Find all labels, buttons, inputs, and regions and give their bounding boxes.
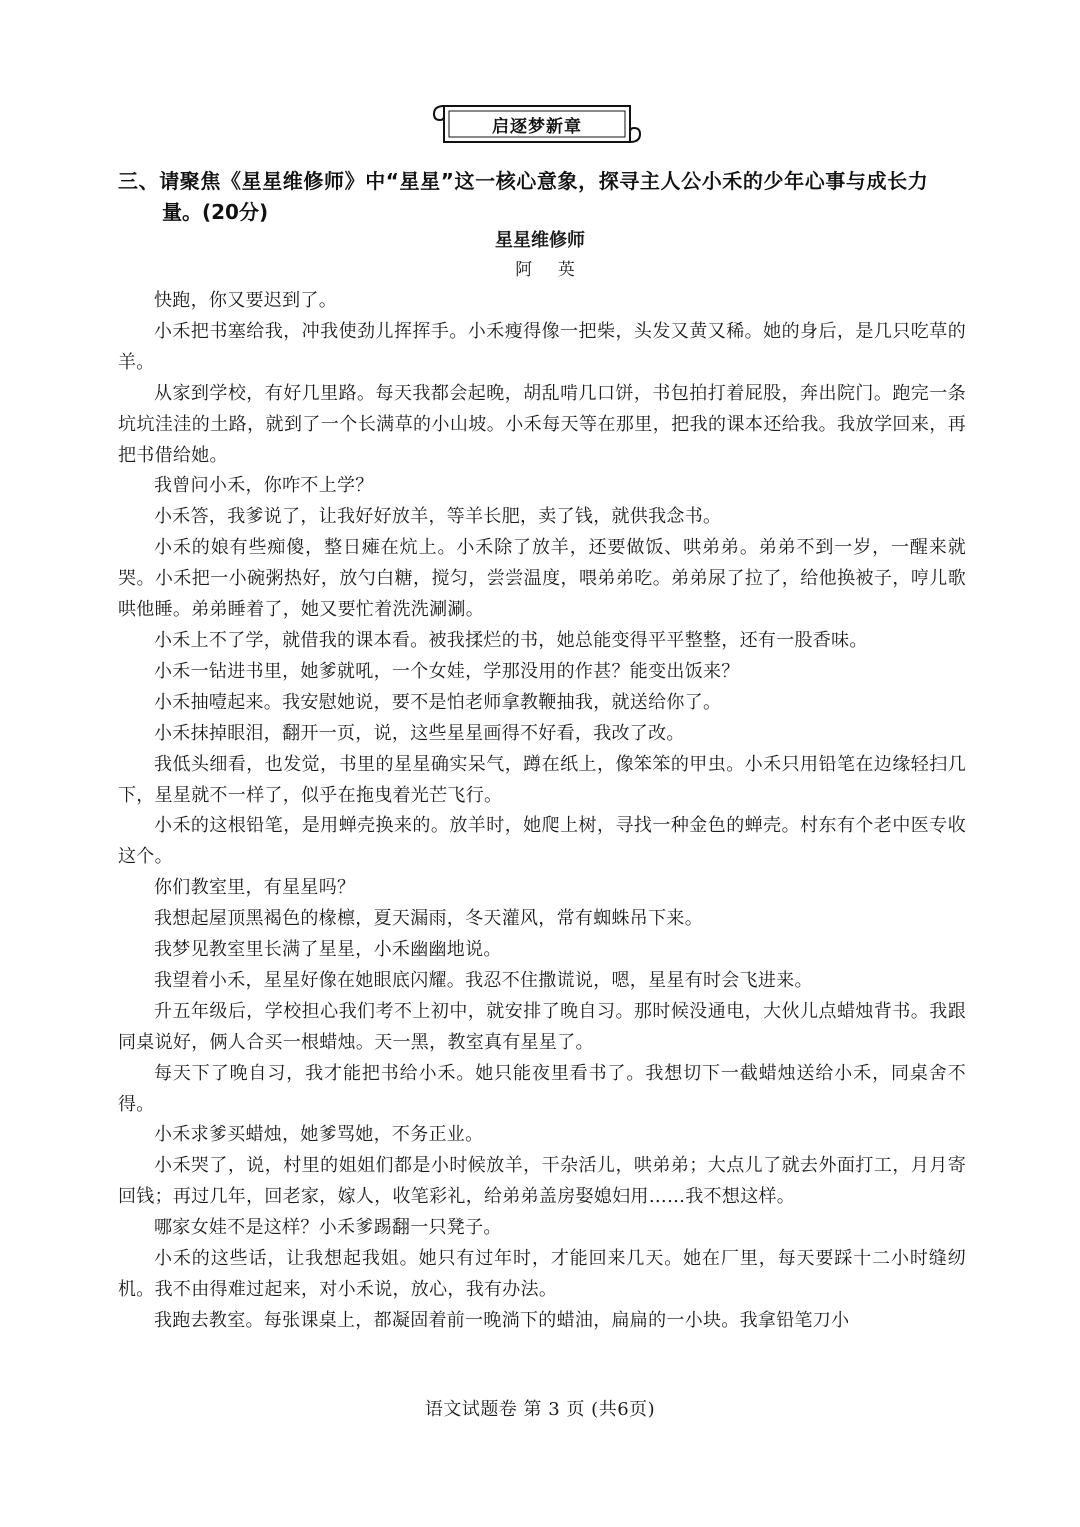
paragraph: 我望着小禾，星星好像在她眼底闪耀。我忍不住撒谎说，嗯，星星有时会飞进来。 — [154, 969, 813, 991]
paragraph: 小禾哭了，说，村里的姐姐们都是小时候放羊，干杂活儿，哄弟弟；大点儿了就去外面打工，月月寄回钱；再过几年，回老家，嫁人，收笔彩礼，给弟弟盖房娶媳妇用……我不想这样。 — [118, 1155, 966, 1208]
question-line-1: 三、请聚焦《星星维修师》中“星星”这一核心意象，探寻主人公小禾的少年心事与成长力 — [118, 169, 929, 193]
paragraph: 小禾的娘有些痴傻，整日瘫在炕上。小禾除了放羊，还要做饭、哄弟弟。弟弟不到一岁，一醒来就哭。小禾把一小碗粥热好，放勺白糖，搅匀，尝尝温度，喂弟弟吃。弟弟尿了拉了，给他换被子，哼儿歌哄他睡。弟弟睡着了，她又要忙着洗洗涮涮。 — [118, 537, 966, 621]
question-prompt — [118, 166, 968, 228]
banner-title: 启逐梦新章 — [492, 116, 582, 137]
paragraph: 小禾把书塞给我，冲我使劲儿挥挥手。小禾瘦得像一把柴，头发又黄又稀。她的身后，是几只吃草的羊。 — [118, 320, 966, 373]
paragraph: 小禾一钻进书里，她爹就吼，一个女娃，学那没用的作甚？能变出饭来？ — [154, 660, 740, 682]
paragraph: 小禾上不了学，就借我的课本看。被我揉烂的书，她总能变得平平整整，还有一股香味。 — [154, 629, 868, 651]
paragraph: 你们教室里，有星星吗？ — [154, 877, 356, 899]
article-title: 星星维修师 — [495, 230, 585, 251]
paragraph: 小禾答，我爹说了，让我好好放羊，等羊长肥，卖了钱，就供我念书。 — [154, 506, 722, 528]
paragraph: 每天下了晚自习，我才能把书给小禾。她只能夜里看书了。我想切下一截蜡烛送给小禾，同桌舍不得。 — [118, 1062, 966, 1115]
paragraph: 小禾抹掉眼泪，翻开一页，说，这些星星画得不好看，我改了改。 — [154, 722, 685, 744]
paragraph: 我低头细看，也发觉，书里的星星确实呆气，蹲在纸上，像笨笨的甲虫。小禾只用铅笔在边缘轻扫几下，星星就不一样了，似乎在拖曳着光芒飞行。 — [118, 753, 966, 806]
article-body — [118, 286, 966, 1337]
paragraph: 快跑，你又要迟到了。 — [154, 290, 337, 311]
question-line-2: 量。(20分) — [162, 200, 269, 224]
paragraph: 从家到学校，有好几里路。每天我都会起晚，胡乱啃几口饼，书包拍打着屁股，奔出院门。跑完一条坑坑洼洼的土路，就到了一个长满草的小山坡。小禾每天等在那里，把我的课本还给我。我放学回来，再把书借给她。 — [118, 382, 966, 466]
paragraph: 哪家女娃不是这样？小禾爹踢翻一只凳子。 — [154, 1217, 502, 1239]
section-banner — [430, 100, 644, 148]
paragraph: 小禾抽噎起来。我安慰她说，要不是怕老师拿教鞭抽我，就送给你了。 — [154, 691, 722, 713]
paragraph: 我想起屋顶黑褐色的椽檩，夏天漏雨，冬天灌风，常有蜘蛛吊下来。 — [154, 908, 703, 930]
paragraph: 小禾求爹买蜡烛，她爹骂她，不务正业。 — [154, 1124, 484, 1146]
page-footer: 语文试题卷 第 3 页 (共6页) — [424, 1399, 656, 1420]
paragraph: 小禾的这根铅笔，是用蝉壳换来的。放羊时，她爬上树，寻找一种金色的蝉壳。村东有个老中医专收这个。 — [118, 815, 966, 868]
paragraph: 我梦见教室里长满了星星，小禾幽幽地说。 — [154, 939, 502, 961]
paragraph: 我跑去教室。每张课桌上，都凝固着前一晚淌下的蜡油，扁扁的一小块。我拿铅笔刀小 — [154, 1309, 850, 1331]
article-author: 阿 英 — [515, 260, 585, 280]
paragraph: 升五年级后，学校担心我们考不上初中，就安排了晚自习。那时候没通电，大伙儿点蜡烛背书。我跟同桌说好，俩人合买一根蜡烛。天一黑，教室真有星星了。 — [118, 1000, 966, 1053]
paragraph: 我曾问小禾，你咋不上学？ — [154, 475, 374, 497]
paragraph: 小禾的这些话，让我想起我姐。她只有过年时，才能回来几天。她在厂里，每天要踩十二小时缝纫机。我不由得难过起来，对小禾说，放心，我有办法。 — [118, 1248, 966, 1300]
